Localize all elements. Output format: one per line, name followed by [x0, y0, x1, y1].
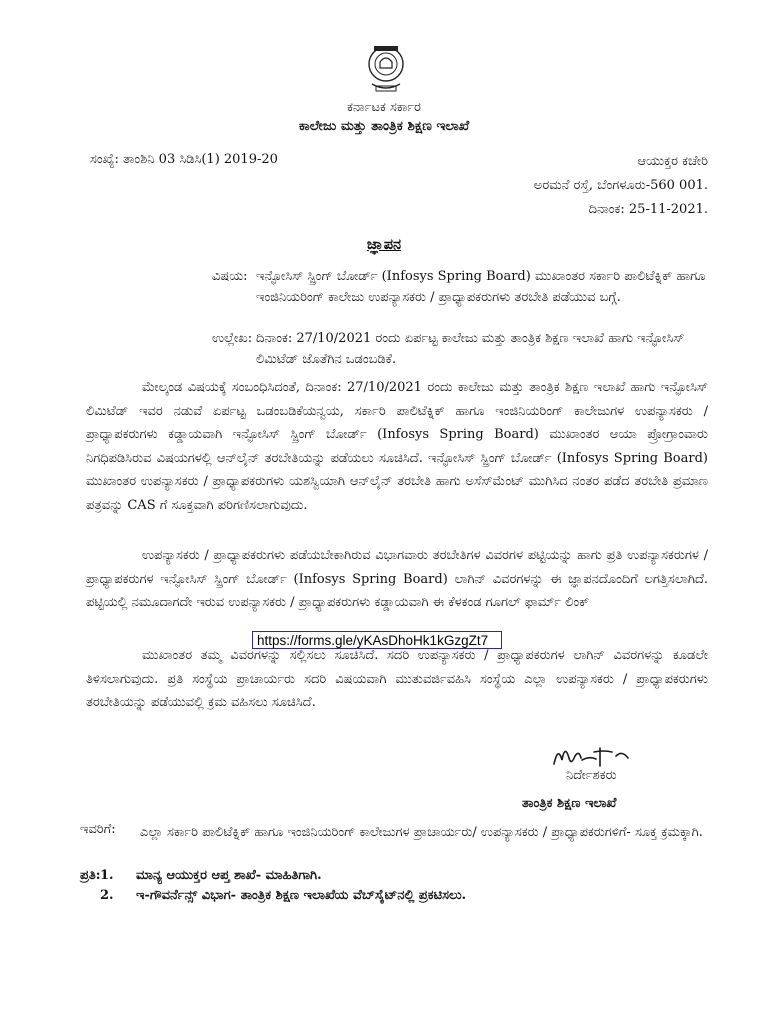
body-paragraph-1-text: ಮೇಲ್ಕಂಡ ವಿಷಯಕ್ಕೆ ಸಂಬಂಧಿಸಿದಂತೆ, ದಿನಾಂಕ: 27/10/2021 ರಂದು ಕಾಲೇಜು ಮತ್ತು ತಾಂತ್ರಿಕ ಶಿಕ್ಷಣ ಇಲಾಖೆ ಹಾಗು ಇನ್ಫೋಸಿಸ್ ಲಿಮಿಟೆಡ್ ಇವರ ನಡುವೆ ಏರ್ಪಟ್ಟ ಒಡಂಬಡಿಕೆಯನ್ವಯ, ಸರ್ಕಾರಿ ಪಾಲಿಟೆಕ್ನಿಕ್ ಹಾಗೂ ಇಂಜಿನಿಯರಿಂಗ್ ಕಾಲೇಜುಗಳ ಉಪನ್ಯಾಸಕರು / ಪ್ರಾಧ್ಯಾಪಕರುಗಳು ಕಡ್ಡಾಯವಾಗಿ ಇನ್ಫೋಸಿಸ್ ಸ್ಪ್ರಿಂಗ್ ಬೋರ್ಡ್ (Infosys Spring Board) ಮುಖಾಂತರ ಆಯಾ ಪ್ರೋಗ್ರಾಂವಾರು ನಿಗಧಿಪಡಿಸಿರುವ ವಿಷಯಗಳಲ್ಲಿ ಆನ್‌ಲೈನ್ ತರಬೇತಿಯನ್ನು ಪಡೆಯಲು ಸೂಚಿಸಿದೆ. ಇನ್ಫೋಸಿಸ್ ಸ್ಪ್ರಿಂಗ್ ಬೋರ್ಡ್ (Infosys Spring Board) ಮುಖಾಂತರ ಉಪನ್ಯಾಸಕರು / ಪ್ರಾಧ್ಯಾಪಕರುಗಳು ಯಶಸ್ವಿಯಾಗಿ ಆನ್‌ಲೈನ್ ತರಬೇತಿ ಹಾಗು ಅಸೆಸ್‌ಮೆಂಟ್ ಮುಗಿಸಿದ ನಂತರ ಪಡೆದ ತರಬೇತಿ ಪ್ರಮಾಣ ಪತ್ರವನ್ನು CAS ಗೆ ಸೂಕ್ತವಾಗಿ ಪರಿಗಣಿಸಲಾಗುವುದು.: [86, 380, 708, 513]
office-name: ಆಯುಕ್ತರ ಕಚೇರಿ: [637, 154, 708, 169]
signer-title: ನಿರ್ದೇಶಕರು: [566, 768, 617, 783]
office-block: [534, 150, 708, 222]
reference-block: [212, 328, 708, 370]
subject-label: ವಿಷಯ:: [212, 269, 248, 284]
issue-date: ದಿನಾಂಕ: 25-11-2021.: [588, 202, 708, 217]
subject-block: [212, 266, 708, 308]
office-address: ಅರಮನೆ ರಸ್ತೆ, ಬೆಂಗಳೂರು-560 001.: [533, 178, 708, 193]
reference-label: ಉಲ್ಲೇಖ:: [212, 331, 253, 346]
copy-item-1-number: 1.: [100, 868, 114, 883]
department-name: ಕಾಲೇಜು ಮತ್ತು ತಾಂತ್ರಿಕ ಶಿಕ್ಷಣ ಇಲಾಖೆ: [298, 118, 470, 134]
copy-label: ಪ್ರತಿ:: [80, 868, 101, 883]
body-paragraph-3: [86, 644, 708, 715]
body-paragraph-2: [86, 544, 708, 615]
signature-icon: [546, 738, 646, 772]
recipient-label: ಇವರಿಗೆ:: [80, 822, 116, 837]
signer-department: ತಾಂತ್ರಿಕ ಶಿಕ್ಷಣ ಇಲಾಖೆ: [522, 796, 617, 811]
body-paragraph-2-text: ಉಪನ್ಯಾಸಕರು / ಪ್ರಾಧ್ಯಾಪಕರುಗಳು ಪಡೆಯಬೇಕಾಗಿರುವ ವಿಭಾಗವಾರು ತರಬೇತಿಗಳ ವಿವರಗಳ ಪಟ್ಟಿಯನ್ನು ಹಾಗು ಪ್ರತಿ ಉಪನ್ಯಾಸಕರುಗಳ / ಪ್ರಾಧ್ಯಾಪಕರುಗಳ ಇನ್ಫೋಸಿಸ್ ಸ್ಪ್ರಿಂಗ್ ಬೋರ್ಡ್ (Infosys Spring Board) ಲಾಗಿನ್ ವಿವರಗಳನ್ನು ಈ ಜ್ಞಾಪನದೊಂದಿಗೆ ಲಗತ್ತಿಸಲಾಗಿದೆ. ಪಟ್ಟಿಯಲ್ಲಿ ನಮೂದಾಗದೇ ಇರುವ ಉಪನ್ಯಾಸಕರು / ಪ್ರಾಧ್ಯಾಪಕರುಗಳು ಕಡ್ಡಾಯವಾಗಿ ಈ ಕೆಳಕಂಡ ಗೂಗಲ್ ಫಾರ್ಮ್ ಲಿಂಕ್: [86, 548, 708, 610]
subject-text: ಇನ್ಫೋಸಿಸ್ ಸ್ಪ್ರಿಂಗ್ ಬೋರ್ಡ್ (Infosys Spring Board) ಮುಖಾಂತರ ಸರ್ಕಾರಿ ಪಾಲಿಟೆಕ್ನಿಕ್ ಹಾಗೂ ಇಂಜಿನಿಯರಿಂಗ್ ಕಾಲೇಜು ಉಪನ್ಯಾಸಕರು / ಪ್ರಾಧ್ಯಾಪಕರುಗಳು ತರಬೇತಿ ಪಡೆಯುವ ಬಗ್ಗೆ.: [256, 269, 706, 305]
body-paragraph-1: [86, 376, 708, 517]
copy-item-2-number: 2.: [100, 888, 114, 903]
recipient-text: ಎಲ್ಲಾ ಸರ್ಕಾರಿ ಪಾಲಿಟೆಕ್ನಿಕ್ ಹಾಗೂ ಇಂಜಿನಿಯರಿಂಗ್ ಕಾಲೇಜುಗಳ ಪ್ರಾಚಾರ್ಯರು/ ಉಪನ್ಯಾಸಕರು / ಪ್ರಾಧ್ಯಾಪಕರುಗಳಿಗೆ- ಸೂಕ್ತ ಕ್ರಮಕ್ಕಾಗಿ.: [140, 825, 703, 840]
copy-item-1-text: ಮಾನ್ಯ ಆಯುಕ್ತರ ಆಪ್ತ ಶಾಖೆ- ಮಾಹಿತಿಗಾಗಿ.: [136, 868, 322, 883]
government-name: ಕರ್ನಾಟಕ ಸರ್ಕಾರ: [347, 100, 421, 115]
body-paragraph-3-text: ಮುಖಾಂತರ ತಮ್ಮ ವಿವರಗಳನ್ನು ಸಲ್ಲಿಸಲು ಸೂಚಿಸಿದೆ. ಸದರಿ ಉಪನ್ಯಾಸಕರು / ಪ್ರಾಧ್ಯಾಪಕರುಗಳ ಲಾಗಿನ್ ವಿವರಗಳನ್ನು ಕೂಡಲೇ ತಿಳಿಸಲಾಗುವುದು. ಪ್ರತಿ ಸಂಸ್ಥೆಯ ಪ್ರಾಚಾರ್ಯರು ಸದರಿ ವಿಷಯವಾಗಿ ಮುತುವರ್ಜಿವಹಿಸಿ ಸಂಸ್ಥೆಯ ಎಲ್ಲಾ ಉಪನ್ಯಾಸಕರು / ಪ್ರಾಧ್ಯಾಪಕರುಗಳು ತರಬೇತಿಯನ್ನು ಪಡೆಯುವಲ್ಲಿ ಕ್ರಮ ವಹಿಸಲು ಸೂಚಿಸಿದೆ.: [86, 648, 708, 710]
notice-title: ಜ್ಞಾಪನ: [366, 236, 402, 253]
government-emblem-icon: [364, 40, 408, 96]
google-form-link[interactable]: https://forms.gle/yKAsDhoHk1kGzgZt7: [252, 631, 502, 649]
reference-text: ದಿನಾಂಕ: 27/10/2021 ರಂದು ಏರ್ಪಟ್ಟ ಕಾಲೇಜು ಮತ್ತು ತಾಂತ್ರಿಕ ಶಿಕ್ಷಣ ಇಲಾಖೆ ಹಾಗು ಇನ್ಫೋಸಿಸ್ ಲಿಮಿಟೆಡ್ ಜೊತೆಗಿನ ಒಡಂಬಡಿಕೆ.: [256, 331, 685, 367]
copy-item-2-text: ಇ-ಗೌವರ್ನೆನ್ಸ್ ವಿಭಾಗ- ತಾಂತ್ರಿಕ ಶಿಕ್ಷಣ ಇಲಾಖೆಯ ವೆಬ್‌ಸೈಟ್‌ನಲ್ಲಿ ಪ್ರಕಟಿಸಲು.: [136, 888, 467, 903]
reference-number: ಸಂಖ್ಯೆ: ತಾಂಶಿನಿ 03 ಸಿಡಿಸಿ(1) 2019-20: [90, 152, 278, 167]
